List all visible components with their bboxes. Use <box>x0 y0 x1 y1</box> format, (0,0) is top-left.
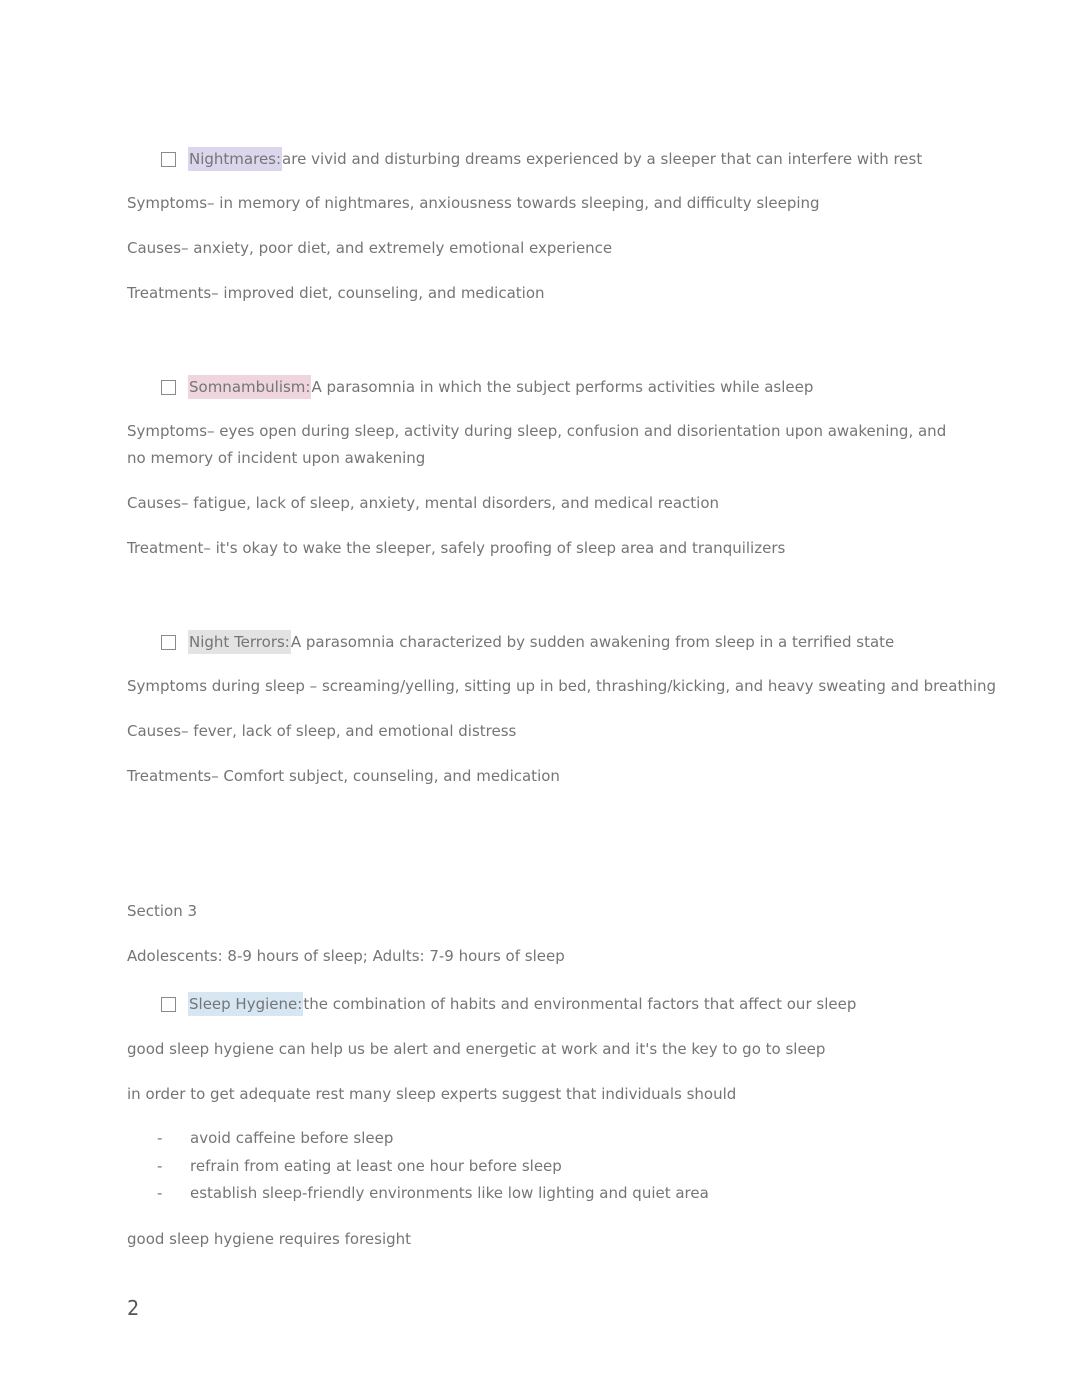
night-terrors-causes: Causes– fever, lack of sleep, and emotional distress <box>127 722 517 740</box>
sleep-hygiene-definition: the combination of habits and environmental factors that affect our sleep <box>303 995 857 1013</box>
list-item-text: establish sleep-friendly environments like low lighting and quiet area <box>190 1184 709 1202</box>
night-terrors-treatments: Treatments– Comfort subject, counseling, and medication <box>127 767 560 785</box>
nightmares-definition: are vivid and disturbing dreams experienced by a sleeper that can interfere with rest <box>282 150 923 168</box>
hygiene-closing: good sleep hygiene requires foresight <box>127 1230 412 1248</box>
list-item-text: avoid caffeine before sleep <box>190 1129 394 1147</box>
sleep-hygiene-item <box>161 992 856 1016</box>
nightmares-symptoms: Symptoms– in memory of nightmares, anxiousness towards sleeping, and difficulty sleeping <box>127 194 820 212</box>
sleep-hygiene-term: Sleep Hygiene: <box>188 992 303 1016</box>
dash-marker: - <box>157 1156 163 1175</box>
sleep-hygiene-checkbox[interactable] <box>161 997 176 1012</box>
nightmares-treatments: Treatments– improved diet, counseling, and medication <box>127 284 545 302</box>
somnambulism-symptoms: Symptoms– eyes open during sleep, activity during sleep, confusion and disorientation upon awakening, and no memory of incident upon awakening <box>127 422 947 467</box>
somnambulism-treatment: Treatment– it's okay to wake the sleeper, safely proofing of sleep area and tranquilizers <box>127 539 786 557</box>
night-terrors-checkbox[interactable] <box>161 635 176 650</box>
somnambulism-causes: Causes– fatigue, lack of sleep, anxiety, mental disorders, and medical reaction <box>127 494 720 512</box>
page-number: 2 <box>127 1296 140 1320</box>
somnambulism-term: Somnambulism: <box>188 375 311 399</box>
somnambulism-definition: A parasomnia in which the subject performs activities while asleep <box>311 378 814 396</box>
somnambulism-item <box>161 375 813 399</box>
nightmares-causes: Causes– anxiety, poor diet, and extremely emotional experience <box>127 239 613 257</box>
list-item-text: refrain from eating at least one hour before sleep <box>190 1156 562 1175</box>
night-terrors-definition: A parasomnia characterized by sudden awakening from sleep in a terrified state <box>290 633 895 651</box>
hygiene-bullet-list <box>157 1128 709 1211</box>
hygiene-line-2: in order to get adequate rest many sleep experts suggest that individuals should <box>127 1085 737 1103</box>
list-item <box>157 1183 709 1211</box>
night-terrors-item <box>161 630 894 654</box>
nightmares-item <box>161 147 922 171</box>
nightmares-term: Nightmares: <box>188 147 282 171</box>
night-terrors-symptoms: Symptoms during sleep – screaming/yelling, sitting up in bed, thrashing/kicking, and heavy sweating and breathing <box>127 677 997 695</box>
list-item <box>157 1156 709 1184</box>
section-heading: Section 3 <box>127 902 198 920</box>
dash-marker: - <box>157 1129 163 1147</box>
nightmares-checkbox[interactable] <box>161 152 176 167</box>
list-item <box>157 1128 709 1156</box>
dash-marker: - <box>157 1184 163 1202</box>
somnambulism-checkbox[interactable] <box>161 380 176 395</box>
sleep-needs: Adolescents: 8-9 hours of sleep; Adults: 7-9 hours of sleep <box>127 947 565 965</box>
hygiene-line-1: good sleep hygiene can help us be alert and energetic at work and it's the key to go to sleep <box>127 1040 826 1058</box>
night-terrors-term: Night Terrors: <box>188 630 291 654</box>
